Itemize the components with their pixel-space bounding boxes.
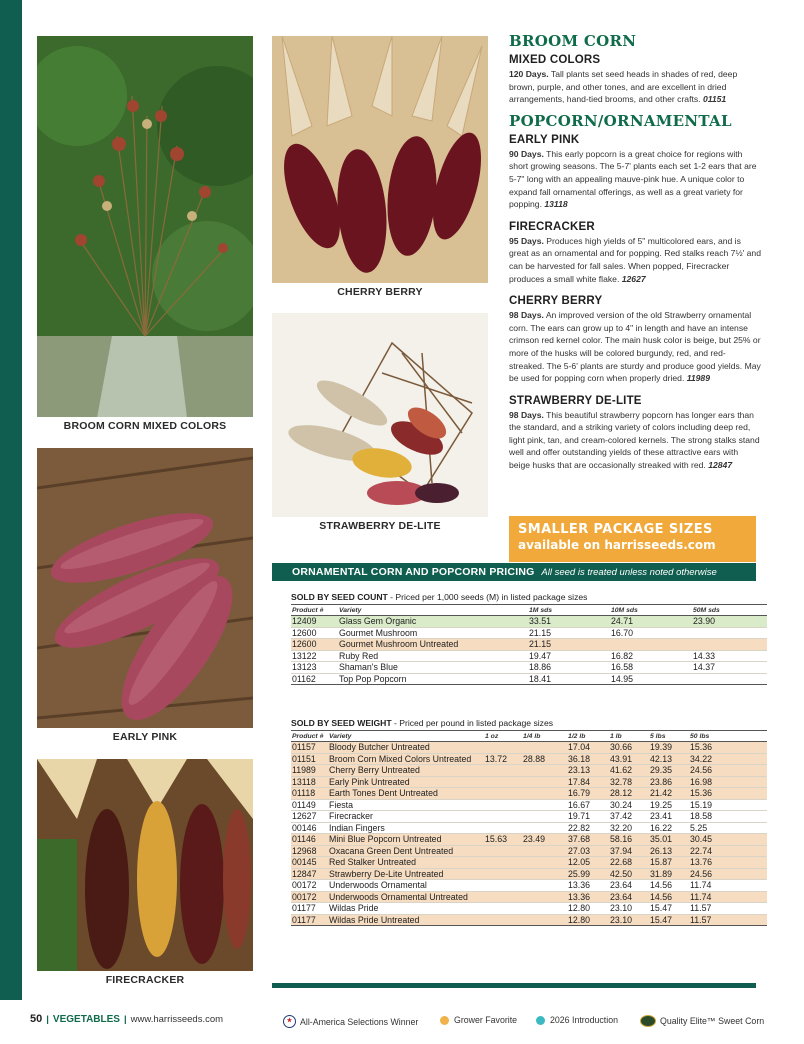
table-cell (692, 639, 767, 651)
table-cell: 37.94 (609, 845, 649, 857)
table-cell: 23.10 (609, 914, 649, 926)
table-cell: 00145 (291, 857, 328, 869)
table-row (291, 903, 767, 915)
table-cell: 23.41 (649, 811, 689, 823)
table-cell: 30.24 (609, 799, 649, 811)
table-cell: 12968 (291, 845, 328, 857)
table-cell: 35.01 (649, 834, 689, 846)
table-cell (484, 811, 522, 823)
table-cell (522, 857, 567, 869)
table-cell (522, 799, 567, 811)
table-cell: 21.15 (528, 627, 610, 639)
column-header: 1/4 lb (522, 731, 567, 742)
table-cell: 58.16 (609, 834, 649, 846)
table-cell: 14.33 (692, 650, 767, 662)
legend-grower-favorite: Grower Favorite (440, 1015, 517, 1025)
table-cell: 15.36 (689, 788, 767, 800)
variety-description: 98 Days. An improved version of the old Strawberry ornamental corn. The ears can grow up to 4" in length and have an intense crimson red kernel color. The main husk color is beige, but 25% or more of the husks will be colored burgundy, red, and red-streaked. The 5-6' plants are sturdy and produce good yields. May be used for popping corn when properly dried. 11989 (509, 310, 761, 384)
table-cell: 27.03 (567, 845, 609, 857)
table-cell: 18.86 (528, 662, 610, 674)
table-cell: 19.47 (528, 650, 610, 662)
seed-count-table (291, 604, 767, 685)
table-cell: 21.15 (528, 639, 610, 651)
table-cell: 13.72 (484, 753, 522, 765)
broom-corn-illustration (37, 36, 253, 418)
table-cell: 26.13 (649, 845, 689, 857)
column-header: Variety (328, 731, 484, 742)
table-cell: 11.57 (689, 914, 767, 926)
table-cell (522, 868, 567, 880)
table-cell: 23.90 (692, 616, 767, 628)
table-cell: 18.58 (689, 811, 767, 823)
legend-aas: ★ All-America Selections Winner (283, 1015, 418, 1028)
early-pink-photo (37, 448, 253, 728)
table-cell (484, 776, 522, 788)
table-cell (484, 799, 522, 811)
table-cell: 41.62 (609, 765, 649, 777)
table-cell (522, 903, 567, 915)
aas-badge-icon: ★ (283, 1015, 296, 1028)
table-cell: 22.74 (689, 845, 767, 857)
table-row (291, 776, 767, 788)
table-cell: 13.36 (567, 880, 609, 892)
table-cell: 22.68 (609, 857, 649, 869)
table-cell: Glass Gem Organic (338, 616, 528, 628)
table-cell: 01177 (291, 914, 328, 926)
column-header: 10M sds (610, 605, 692, 616)
table-cell: Indian Fingers (328, 822, 484, 834)
pricing-note: All seed is treated unless noted otherwise (541, 567, 717, 578)
table-cell: Bloody Butcher Untreated (328, 742, 484, 754)
table-cell: 12600 (291, 639, 338, 651)
table-cell: 30.45 (689, 834, 767, 846)
table-row (291, 891, 767, 903)
table-cell (522, 788, 567, 800)
table-cell (484, 891, 522, 903)
table-cell: 01149 (291, 799, 328, 811)
variety-name: STRAWBERRY DE-LITE (509, 394, 642, 407)
early-pink-caption: EARLY PINK (37, 728, 253, 746)
teal-dot-icon (536, 1016, 545, 1025)
table-cell: Top Pop Popcorn (338, 673, 528, 685)
table-cell: 15.87 (649, 857, 689, 869)
table-row (291, 845, 767, 857)
column-header: 50M sds (692, 605, 767, 616)
table-cell: Mini Blue Popcorn Untreated (328, 834, 484, 846)
variety-name: MIXED COLORS (509, 54, 601, 66)
table-cell: 11.57 (689, 903, 767, 915)
table-cell: 15.47 (649, 914, 689, 926)
table-cell: 13122 (291, 650, 338, 662)
table-cell: 24.71 (610, 616, 692, 628)
table-cell (484, 822, 522, 834)
table-cell: 12409 (291, 616, 338, 628)
table-row (291, 822, 767, 834)
table-cell: 13118 (291, 776, 328, 788)
variety-block (509, 54, 761, 106)
table-cell: 14.95 (610, 673, 692, 685)
table-cell: 16.82 (610, 650, 692, 662)
table-cell (692, 627, 767, 639)
table-cell: Underwoods Ornamental Untreated (328, 891, 484, 903)
table-cell: 42.13 (649, 753, 689, 765)
table-cell (522, 845, 567, 857)
table-cell: 01162 (291, 673, 338, 685)
table-row (291, 799, 767, 811)
table-cell: 16.70 (610, 627, 692, 639)
legend-quality-elite: Quality Elite™ Sweet Corn (640, 1015, 764, 1027)
strawberry-de-lite-caption: STRAWBERRY DE-LITE (272, 517, 488, 535)
table-cell: 16.98 (689, 776, 767, 788)
column-header: 5 lbs (649, 731, 689, 742)
table-cell (522, 776, 567, 788)
table-row (291, 834, 767, 846)
table-cell: 28.88 (522, 753, 567, 765)
variety-description: 120 Days. Tall plants set seed heads in shades of red, deep brown, purple, and other tones, and are excellent in dried arrangements, hand-tied brooms, and other crafts. 01151 (509, 69, 738, 105)
variety-descriptions (509, 32, 761, 472)
table-cell: 25.99 (567, 868, 609, 880)
table-cell: Fiesta (328, 799, 484, 811)
table-row (291, 811, 767, 823)
quality-elite-badge-icon (640, 1015, 656, 1027)
table-cell: 15.63 (484, 834, 522, 846)
variety-block (509, 395, 761, 472)
table-cell: 19.25 (649, 799, 689, 811)
table-cell: 13.36 (567, 891, 609, 903)
table-cell: 32.78 (609, 776, 649, 788)
variety-block (509, 295, 761, 385)
page-footer: 50 | VEGETABLES | www.harrisseeds.com ★ All-America Selections Winner Grower Favorite 2026 Introduction Quality Elite™ Sweet Corn (30, 1013, 765, 1027)
column-header: 1 lb (609, 731, 649, 742)
table-cell (522, 891, 567, 903)
table-row (291, 742, 767, 754)
table-cell: 16.79 (567, 788, 609, 800)
seed-count-table-block (291, 592, 767, 685)
table-cell: 16.58 (610, 662, 692, 674)
variety-description: 95 Days. Produces high yields of 5" multicolored ears, and is great as an ornamental and for popping. Red stalks reach 7½' and can be harvested for fall sales. When popped, Firecracker produces a small white flake. 12627 (509, 235, 761, 284)
smaller-package-promo[interactable] (509, 516, 756, 562)
table-cell: 32.20 (609, 822, 649, 834)
table-cell: 13.76 (689, 857, 767, 869)
broom-corn-title: BROOM CORN (509, 32, 637, 50)
seed-count-heading: SOLD BY SEED COUNT - Priced per 1,000 seeds (M) in listed package sizes (291, 592, 588, 602)
table-row (291, 868, 767, 880)
table-cell: Wildas Pride (328, 903, 484, 915)
table-cell: 43.91 (609, 753, 649, 765)
table-cell (522, 742, 567, 754)
table-cell: Gourmet Mushroom (338, 627, 528, 639)
promo-title: SMALLER PACKAGE SIZES (518, 522, 713, 537)
table-cell: 34.22 (689, 753, 767, 765)
pricing-title: ORNAMENTAL CORN AND POPCORN PRICING (292, 566, 535, 578)
table-cell: Broom Corn Mixed Colors Untreated (328, 753, 484, 765)
table-cell (522, 822, 567, 834)
table-cell: Firecracker (328, 811, 484, 823)
variety-name: CHERRY BERRY (509, 295, 603, 308)
seed-weight-table-block (291, 718, 767, 926)
column-header: Product # (291, 731, 328, 742)
table-cell: 31.89 (649, 868, 689, 880)
table-cell: 23.64 (609, 880, 649, 892)
table-cell (484, 845, 522, 857)
column-header: Product # (291, 605, 338, 616)
table-cell: 23.13 (567, 765, 609, 777)
table-cell (692, 673, 767, 685)
table-cell: 23.86 (649, 776, 689, 788)
cherry-berry-caption: CHERRY BERRY (272, 283, 488, 301)
variety-name: EARLY PINK (509, 133, 580, 146)
variety-description: 98 Days. This beautiful strawberry popcorn has longer ears than the standard, and a striking variety of colors including deep red, light pink, tan, and cream-colored kernels. The strong stalks stand well and offer outstanding yields of these attractive ears with beige husks that are occasionally streaked with red. 12847 (509, 409, 760, 471)
firecracker-illustration (37, 759, 253, 971)
table-cell (484, 903, 522, 915)
table-row (291, 650, 767, 662)
column-header: 1M sds (528, 605, 610, 616)
table-cell: 33.51 (528, 616, 610, 628)
table-cell: 28.12 (609, 788, 649, 800)
variety-name: FIRECRACKER (509, 220, 595, 233)
table-cell: 42.50 (609, 868, 649, 880)
table-cell: 15.36 (689, 742, 767, 754)
table-cell: 01151 (291, 753, 328, 765)
table-cell (484, 765, 522, 777)
table-row (291, 662, 767, 674)
table-cell: 11.74 (689, 891, 767, 903)
table-cell: 37.42 (609, 811, 649, 823)
page-number: 50 (30, 1013, 43, 1025)
table-cell: 23.10 (609, 903, 649, 915)
table-cell: 19.39 (649, 742, 689, 754)
variety-description: 90 Days. This early popcorn is a great choice for regions with short growing seasons. The 5-7' plants each set 1-2 ears that are 5-7" long with an appealing mauve-pink hue. A unique color to expand fall ornamental offerings, as well as a great variety for popping. 13118 (509, 148, 757, 210)
cherry-berry-illustration (272, 36, 488, 284)
table-cell: Early Pink Untreated (328, 776, 484, 788)
page-edge-stripe (0, 0, 22, 1000)
strawberry-de-lite-photo (272, 313, 488, 517)
table-cell: 29.35 (649, 765, 689, 777)
table-row (291, 788, 767, 800)
table-cell: 12627 (291, 811, 328, 823)
table-row (291, 673, 767, 685)
table-cell (484, 914, 522, 926)
table-cell: 12.80 (567, 914, 609, 926)
table-cell (522, 811, 567, 823)
table-cell: 00172 (291, 891, 328, 903)
table-cell: 12847 (291, 868, 328, 880)
table-cell (484, 880, 522, 892)
table-cell: 19.71 (567, 811, 609, 823)
table-cell: 18.41 (528, 673, 610, 685)
table-cell: 01118 (291, 788, 328, 800)
table-row (291, 627, 767, 639)
table-row (291, 914, 767, 926)
section-bottom-rule (272, 983, 756, 988)
cherry-berry-photo (272, 36, 488, 284)
table-cell: 14.56 (649, 891, 689, 903)
table-cell: 37.68 (567, 834, 609, 846)
table-cell: 12.80 (567, 903, 609, 915)
broom-corn-photo (37, 36, 253, 418)
table-cell (484, 788, 522, 800)
table-cell: Shaman's Blue (338, 662, 528, 674)
column-header: 1 oz (484, 731, 522, 742)
table-cell (522, 765, 567, 777)
table-cell: 22.82 (567, 822, 609, 834)
table-cell: 11989 (291, 765, 328, 777)
pricing-section-header (272, 563, 756, 581)
table-row (291, 639, 767, 651)
table-cell: 13123 (291, 662, 338, 674)
table-cell: Gourmet Mushroom Untreated (338, 639, 528, 651)
table-cell: 17.04 (567, 742, 609, 754)
table-cell: 17.84 (567, 776, 609, 788)
firecracker-caption: FIRECRACKER (37, 971, 253, 989)
table-cell: Ruby Red (338, 650, 528, 662)
firecracker-photo (37, 759, 253, 971)
table-row (291, 765, 767, 777)
table-row (291, 857, 767, 869)
seed-weight-table (291, 730, 767, 926)
table-cell: 24.56 (689, 868, 767, 880)
table-cell: 15.47 (649, 903, 689, 915)
broom-corn-caption: BROOM CORN MIXED COLORS (37, 417, 253, 435)
table-cell: 5.25 (689, 822, 767, 834)
table-cell (522, 880, 567, 892)
variety-block (509, 134, 761, 211)
table-cell: 30.66 (609, 742, 649, 754)
table-cell: 14.56 (649, 880, 689, 892)
table-cell: 21.42 (649, 788, 689, 800)
table-cell: 15.19 (689, 799, 767, 811)
table-cell: Wildas Pride Untreated (328, 914, 484, 926)
table-cell (610, 639, 692, 651)
variety-block (509, 221, 761, 285)
table-cell: 00172 (291, 880, 328, 892)
table-cell: 23.49 (522, 834, 567, 846)
table-row (291, 616, 767, 628)
table-cell: 01146 (291, 834, 328, 846)
website-link[interactable]: www.harrisseeds.com (130, 1014, 224, 1025)
table-cell: 00146 (291, 822, 328, 834)
orange-dot-icon (440, 1016, 449, 1025)
table-cell: 14.37 (692, 662, 767, 674)
column-header: 50 lbs (689, 731, 767, 742)
table-cell: Cherry Berry Untreated (328, 765, 484, 777)
legend-2026-introduction: 2026 Introduction (536, 1015, 618, 1025)
table-cell: 12.05 (567, 857, 609, 869)
promo-link[interactable]: available on harrisseeds.com (518, 538, 716, 552)
table-cell (484, 742, 522, 754)
table-cell: 16.22 (649, 822, 689, 834)
table-cell: 36.18 (567, 753, 609, 765)
table-cell (484, 857, 522, 869)
column-header: 1/2 lb (567, 731, 609, 742)
table-cell: Strawberry De-Lite Untreated (328, 868, 484, 880)
table-cell: Earth Tones Dent Untreated (328, 788, 484, 800)
table-cell: 24.56 (689, 765, 767, 777)
table-cell: Red Stalker Untreated (328, 857, 484, 869)
table-row (291, 880, 767, 892)
table-cell: Underwoods Ornamental (328, 880, 484, 892)
table-cell: 23.64 (609, 891, 649, 903)
table-row (291, 753, 767, 765)
table-cell: 01157 (291, 742, 328, 754)
seed-weight-heading: SOLD BY SEED WEIGHT - Priced per pound in listed package sizes (291, 718, 554, 728)
table-cell: 11.74 (689, 880, 767, 892)
table-cell (484, 868, 522, 880)
table-cell (522, 914, 567, 926)
table-cell: 01177 (291, 903, 328, 915)
column-header: Variety (338, 605, 528, 616)
table-cell: 16.67 (567, 799, 609, 811)
table-cell: 12600 (291, 627, 338, 639)
section-name: VEGETABLES (52, 1014, 120, 1025)
table-cell: Oxacana Green Dent Untreated (328, 845, 484, 857)
popcorn-ornamental-title: POPCORN/ORNAMENTAL (509, 111, 732, 130)
early-pink-illustration (37, 448, 253, 728)
strawberry-de-lite-illustration (272, 313, 488, 517)
